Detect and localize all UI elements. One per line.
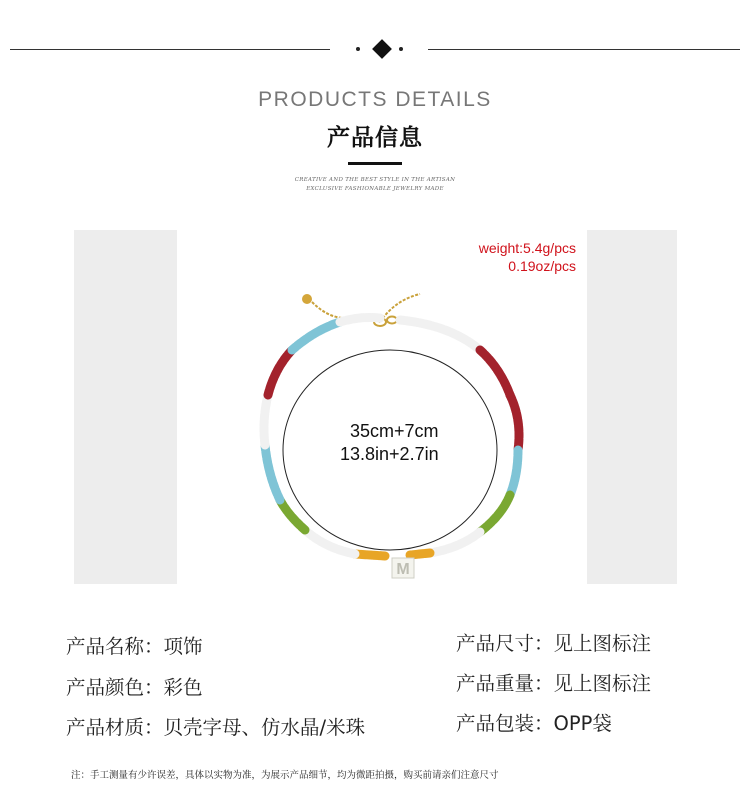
weight-grams: weight:5.4g/pcs (478, 240, 576, 256)
header-diamond-icon (372, 39, 392, 59)
tiny-tagline-2: EXCLUSIVE FASHIONABLE JEWELRY MADE (306, 186, 444, 192)
title-underline (348, 162, 402, 165)
letter-pendant (392, 558, 414, 578)
header-divider-right (428, 49, 740, 50)
spec-product-name: 产品名称：项饰 (66, 635, 203, 658)
footer-note: 注：手工测量有少许误差，具体以实物为准，为展示产品细节，均为微距拍摄，购买前请亲们注意尺寸 (71, 770, 499, 781)
weight-ounces: 0.19oz/pcs (508, 258, 576, 274)
image-panel-right (587, 230, 677, 584)
spec-product-material: 产品材质：贝壳字母、仿水晶/米珠 (66, 716, 366, 739)
spec-product-size: 产品尺寸：见上图标注 (456, 632, 652, 655)
title-chinese: 产品信息 (327, 125, 423, 151)
title-english: PRODUCTS DETAILS (258, 88, 492, 111)
size-centimeters: 35cm+7cm (350, 421, 439, 441)
image-panel-left (74, 230, 177, 584)
header-dot-left (356, 47, 360, 51)
header-divider-left (10, 49, 330, 50)
spec-product-color: 产品颜色：彩色 (66, 676, 203, 699)
header-dot-right (399, 47, 403, 51)
pendant-letter: M (396, 561, 410, 578)
size-inches: 13.8in+2.7in (340, 444, 439, 464)
spec-product-weight: 产品重量：见上图标注 (456, 672, 652, 695)
spec-product-package: 产品包装：OPP袋 (456, 712, 612, 735)
tiny-tagline-1: CREATIVE AND THE BEST STYLE IN THE ARTISAN (294, 177, 456, 183)
